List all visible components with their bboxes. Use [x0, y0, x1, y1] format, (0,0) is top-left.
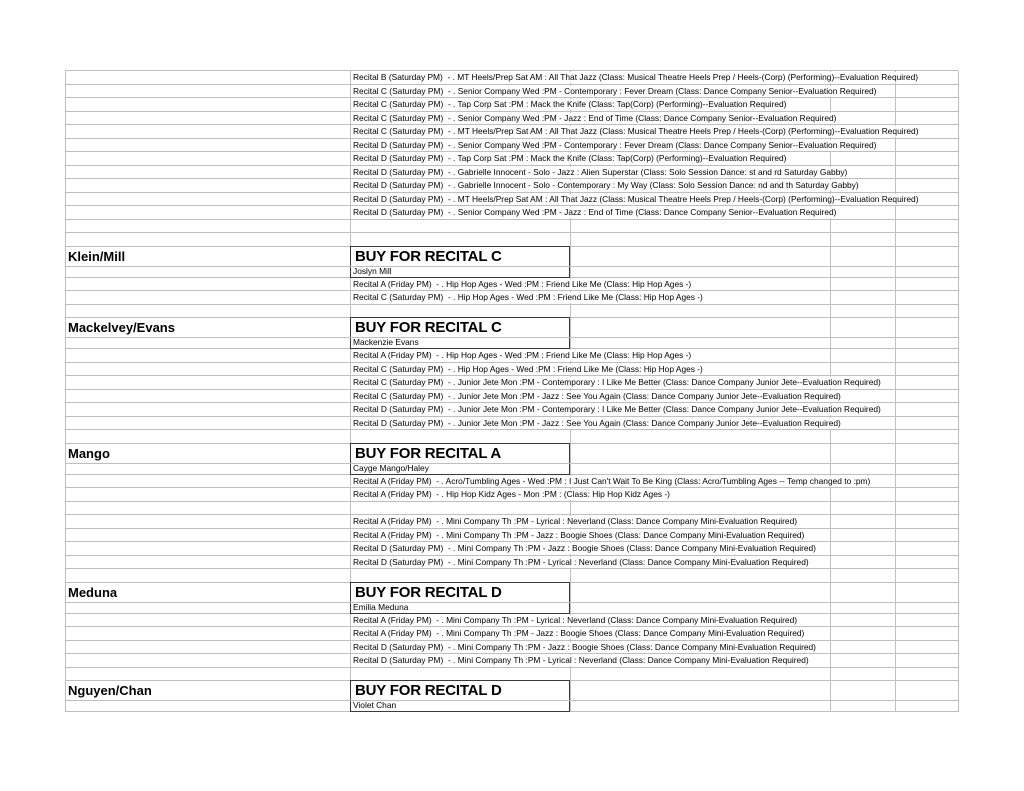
table-row [65, 71, 958, 85]
recital-entry-text: Recital D (Saturday PM) - . MT Heels/Prep Sat AM : All That Jazz (Class: Musical Theatre Heels Prep / Heels-(Corp) (Performing)--Evaluation Required) [353, 193, 919, 204]
empty-row [65, 430, 958, 444]
student-name: Violet Chan [353, 700, 397, 710]
recital-entry-text: Recital A (Friday PM) - . Mini Company Th :PM - Lyrical : Neverland (Class: Dance Company Mini-Evaluation Required) [353, 614, 798, 625]
table-row [65, 152, 958, 166]
table-row [65, 338, 958, 349]
table-row [65, 363, 958, 377]
student-name-cell [350, 267, 570, 278]
student-name-cell [350, 464, 570, 475]
table-row [65, 112, 958, 126]
table-row [65, 701, 958, 712]
table-row [65, 641, 958, 655]
table-row [65, 529, 958, 543]
table-row [65, 349, 958, 363]
recital-entry-text: Recital C (Saturday PM) - . Tap Corp Sat :PM : Mack the Knife (Class: Tap(Corp) (Performing)--Evaluation Required) [353, 99, 787, 109]
recital-entry-text: Recital D (Saturday PM) - . Junior Jete Mon :PM - Jazz : See You Again (Class: Dance Company Junior Jete--Evaluation Required) [353, 417, 841, 428]
recital-entry-text: Recital A (Friday PM) - . Hip Hop Ages - Wed :PM : Friend Like Me (Class: Hip Hop Ages -) [353, 350, 692, 360]
recital-entry-text: Recital D (Saturday PM) - . Mini Company Th :PM - Jazz : Boogie Shoes (Class: Dance Company Mini-Evaluation Required) [353, 641, 816, 652]
table-row [65, 681, 958, 701]
table-row [65, 247, 958, 267]
table-row [65, 583, 958, 603]
table-row [65, 603, 958, 614]
student-name: Emilia Meduna [353, 601, 409, 612]
table-row [65, 475, 958, 489]
family-name: Klein/Mill [68, 248, 126, 264]
recital-entry-text: Recital A (Friday PM) - . Mini Company Th :PM - Jazz : Boogie Shoes (Class: Dance Company Mini-Evaluation Required) [353, 628, 805, 638]
table-row [65, 278, 958, 292]
table-row [65, 85, 958, 99]
empty-row [65, 233, 958, 247]
buy-for-recital-label: BUY FOR RECITAL D [355, 682, 502, 699]
buy-for-recital-label: BUY FOR RECITAL D [355, 583, 502, 601]
table-row [65, 390, 958, 404]
student-name-cell [350, 701, 570, 712]
empty-row [65, 668, 958, 682]
family-name: Mango [68, 445, 110, 461]
empty-row [65, 569, 958, 583]
family-name: Mackelvey/Evans [68, 320, 175, 335]
recital-entry-text: Recital A (Friday PM) - . Mini Company Th :PM - Lyrical : Neverland (Class: Dance Company Mini-Evaluation Required) [353, 516, 798, 526]
student-name-cell [350, 603, 570, 614]
buy-for-recital-label: BUY FOR RECITAL A [355, 444, 502, 462]
recital-entry-text: Recital C (Saturday PM) - . Junior Jete Mon :PM - Contemporary : I Like Me Better (Class: Dance Company Junior Jete--Evaluation Required) [353, 377, 881, 387]
table-row [65, 464, 958, 475]
empty-row [65, 305, 958, 319]
recital-entry-text: Recital D (Saturday PM) - . Gabrielle Innocent - Solo - Contemporary : My Way (Class: Solo Session Dance: nd and th Saturday Gabby) [353, 180, 859, 190]
table-row [65, 193, 958, 207]
table-row [65, 444, 958, 464]
table-row [65, 376, 958, 390]
table-row [65, 98, 958, 112]
table-row [65, 556, 958, 570]
buy-for-recital-cell [350, 443, 570, 463]
recital-entry-text: Recital D (Saturday PM) - . Senior Company Wed :PM - Contemporary : Fever Dream (Class: Dance Company Senior--Evaluation Required) [353, 139, 877, 150]
table-row [65, 654, 958, 668]
recital-entry-text: Recital C (Saturday PM) - . Hip Hop Ages - Wed :PM : Friend Like Me (Class: Hip Hop Ages -) [353, 292, 703, 302]
empty-row [65, 220, 958, 234]
recital-entry-text: Recital D (Saturday PM) - . Tap Corp Sat :PM : Mack the Knife (Class: Tap(Corp) (Performing)--Evaluation Required) [353, 153, 787, 163]
recital-entry-text: Recital D (Saturday PM) - . Gabrielle Innocent - Solo - Jazz : Alien Superstar (Class: Solo Session Dance: st and rd Saturday Gabby) [353, 166, 848, 177]
table-row [65, 318, 958, 338]
table-row [65, 267, 958, 278]
table-row [65, 125, 958, 139]
table-row [65, 206, 958, 220]
student-name-cell [350, 338, 570, 349]
recital-entry-text: Recital C (Saturday PM) - . Junior Jete Mon :PM - Jazz : See You Again (Class: Dance Company Junior Jete--Evaluation Required) [353, 390, 841, 401]
spreadsheet-grid [65, 70, 958, 712]
table-row [65, 614, 958, 628]
table-row [65, 139, 958, 153]
table-row [65, 627, 958, 641]
recital-entry-text: Recital D (Saturday PM) - . Senior Company Wed :PM - Jazz : End of Time (Class: Dance Company Senior--Evaluation Required) [353, 207, 837, 217]
student-name: Joslyn Mill [353, 265, 392, 276]
buy-for-recital-cell [350, 680, 570, 700]
table-row [65, 542, 958, 556]
buy-for-recital-cell [350, 246, 570, 266]
student-name: Cayge Mango/Haley [353, 462, 429, 473]
recital-entry-text: Recital C (Saturday PM) - . Senior Company Wed :PM - Contemporary : Fever Dream (Class: Dance Company Senior--Evaluation Required) [353, 85, 877, 96]
recital-entry-text: Recital A (Friday PM) - . Acro/Tumbling Ages - Wed :PM : I Just Can't Wait To Be King (Class: Acro/Tumbling Ages -- Temp changed to :pm) [353, 475, 871, 486]
table-row [65, 488, 958, 502]
table-row [65, 179, 958, 193]
recital-entry-text: Recital A (Friday PM) - . Mini Company Th :PM - Jazz : Boogie Shoes (Class: Dance Company Mini-Evaluation Required) [353, 529, 805, 540]
family-name: Meduna [68, 584, 118, 600]
table-row [65, 291, 958, 305]
recital-entry-text: Recital D (Saturday PM) - . Mini Company Th :PM - Lyrical : Neverland (Class: Dance Company Mini-Evaluation Required) [353, 655, 809, 665]
recital-entry-text: Recital A (Friday PM) - . Hip Hop Ages - Wed :PM : Friend Like Me (Class: Hip Hop Ages -) [353, 278, 692, 289]
buy-for-recital-label: BUY FOR RECITAL C [355, 319, 502, 336]
buy-for-recital-cell [350, 582, 570, 602]
recital-entry-text: Recital C (Saturday PM) - . Hip Hop Ages - Wed :PM : Friend Like Me (Class: Hip Hop Ages -) [353, 363, 703, 374]
grid-column-line [958, 71, 959, 712]
empty-row [65, 502, 958, 516]
table-row [65, 403, 958, 417]
recital-entry-text: Recital D (Saturday PM) - . Mini Company Th :PM - Jazz : Boogie Shoes (Class: Dance Company Mini-Evaluation Required) [353, 543, 816, 553]
recital-entry-text: Recital C (Saturday PM) - . MT Heels/Prep Sat AM : All That Jazz (Class: Musical Theatre Heels Prep / Heels-(Corp) (Performing)--Evaluation Required) [353, 126, 919, 136]
table-row [65, 166, 958, 180]
recital-entry-text: Recital B (Saturday PM) - . MT Heels/Prep Sat AM : All That Jazz (Class: Musical Theatre Heels Prep / Heels-(Corp) (Performing)--Evaluation Required) [353, 72, 919, 82]
family-name: Nguyen/Chan [68, 683, 152, 698]
table-row [65, 515, 958, 529]
recital-entry-text: Recital D (Saturday PM) - . Junior Jete Mon :PM - Contemporary : I Like Me Better (Class: Dance Company Junior Jete--Evaluation Required) [353, 404, 881, 414]
table-row [65, 417, 958, 431]
recital-entry-text: Recital C (Saturday PM) - . Senior Company Wed :PM - Jazz : End of Time (Class: Dance Company Senior--Evaluation Required) [353, 112, 837, 123]
recital-entry-text: Recital A (Friday PM) - . Hip Hop Kidz Ages - Mon :PM : (Class: Hip Hop Kidz Ages -) [353, 489, 670, 499]
buy-for-recital-cell [350, 317, 570, 337]
student-name: Mackenzie Evans [353, 337, 419, 347]
recital-entry-text: Recital D (Saturday PM) - . Mini Company Th :PM - Lyrical : Neverland (Class: Dance Company Mini-Evaluation Required) [353, 556, 809, 567]
buy-for-recital-label: BUY FOR RECITAL C [355, 247, 502, 265]
